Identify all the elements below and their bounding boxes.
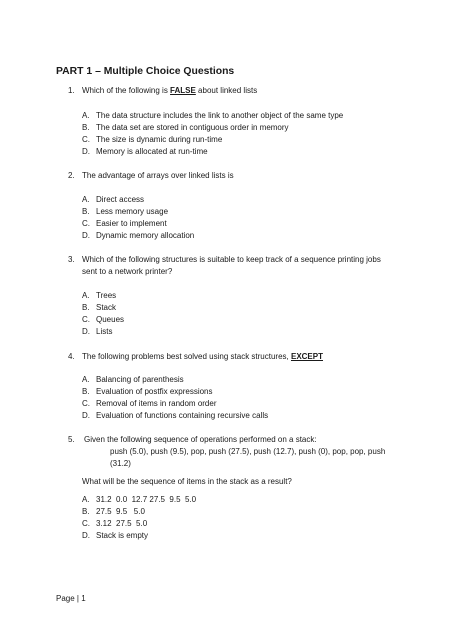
- question-text: Which of the following structures is suitable to keep track of a sequence printing jobs sent to a network printer?: [82, 255, 381, 276]
- question-number: 2.: [68, 171, 75, 180]
- part-title: PART 1 – Multiple Choice Questions: [56, 66, 235, 77]
- question-text: Given the following sequence of operations performed on a stack:: [84, 435, 317, 444]
- page-footer: Page | 1: [56, 594, 86, 603]
- question-number: 1.: [68, 86, 75, 95]
- question-number: 5.: [68, 435, 75, 444]
- question-text: The following problems best solved using stack structures, EXCEPT: [82, 352, 323, 361]
- emphasis-except: EXCEPT: [290, 352, 323, 361]
- question-text: Which of the following is FALSE about linked lists: [82, 86, 258, 95]
- document-page: PART 1 – Multiple Choice Questions 1. Which of the following is FALSE about linked lists A. The data structure includes the link to another object of the same type B. The data set are stored in contiguous order in memory C. The size is dynamic during run-time D. Memory is allocated at run-time 2. The advantage of arrays over linked lists is A. Direct access B. Less memory usage C. Easier to implement D. Dynamic memory allocation 3. Which of the following structures is suitable to keep track of a sequence printing jobs sent to a network printer? A. Trees B. Stack C. Queues D. Lists 4. The following problems best solved using stack structures, EXCEPT A. Balancing of parenthesis B. Evaluation of postfix expressions C. Removal of items in random order D. Evaluation of functions containing recursive calls 5. Given the following sequence of operations performed on a stack: push (5.0), push (9.5), pop, push (27.5), push (12.7), push (0), pop, pop, push (31.2) What will be the sequence of items in the stack as a result? A. 31.2 0.0 12.7 27.5 9.5 5.0 B. 27.5 9.5 5.0 C. 3.12 27.5 5.0 D. Stack is empty Page | 1: [0, 0, 453, 640]
- question-5-followup: What will be the sequence of items in the stack as a result?: [82, 477, 292, 486]
- emphasis-false: FALSE: [170, 86, 196, 95]
- question-number: 3.: [68, 255, 75, 264]
- question-text: The advantage of arrays over linked lists is: [82, 171, 234, 180]
- question-number: 4.: [68, 352, 75, 361]
- stack-operations: push (5.0), push (9.5), pop, push (27.5), push (12.7), push (0), pop, pop, push (31.2): [110, 447, 386, 468]
